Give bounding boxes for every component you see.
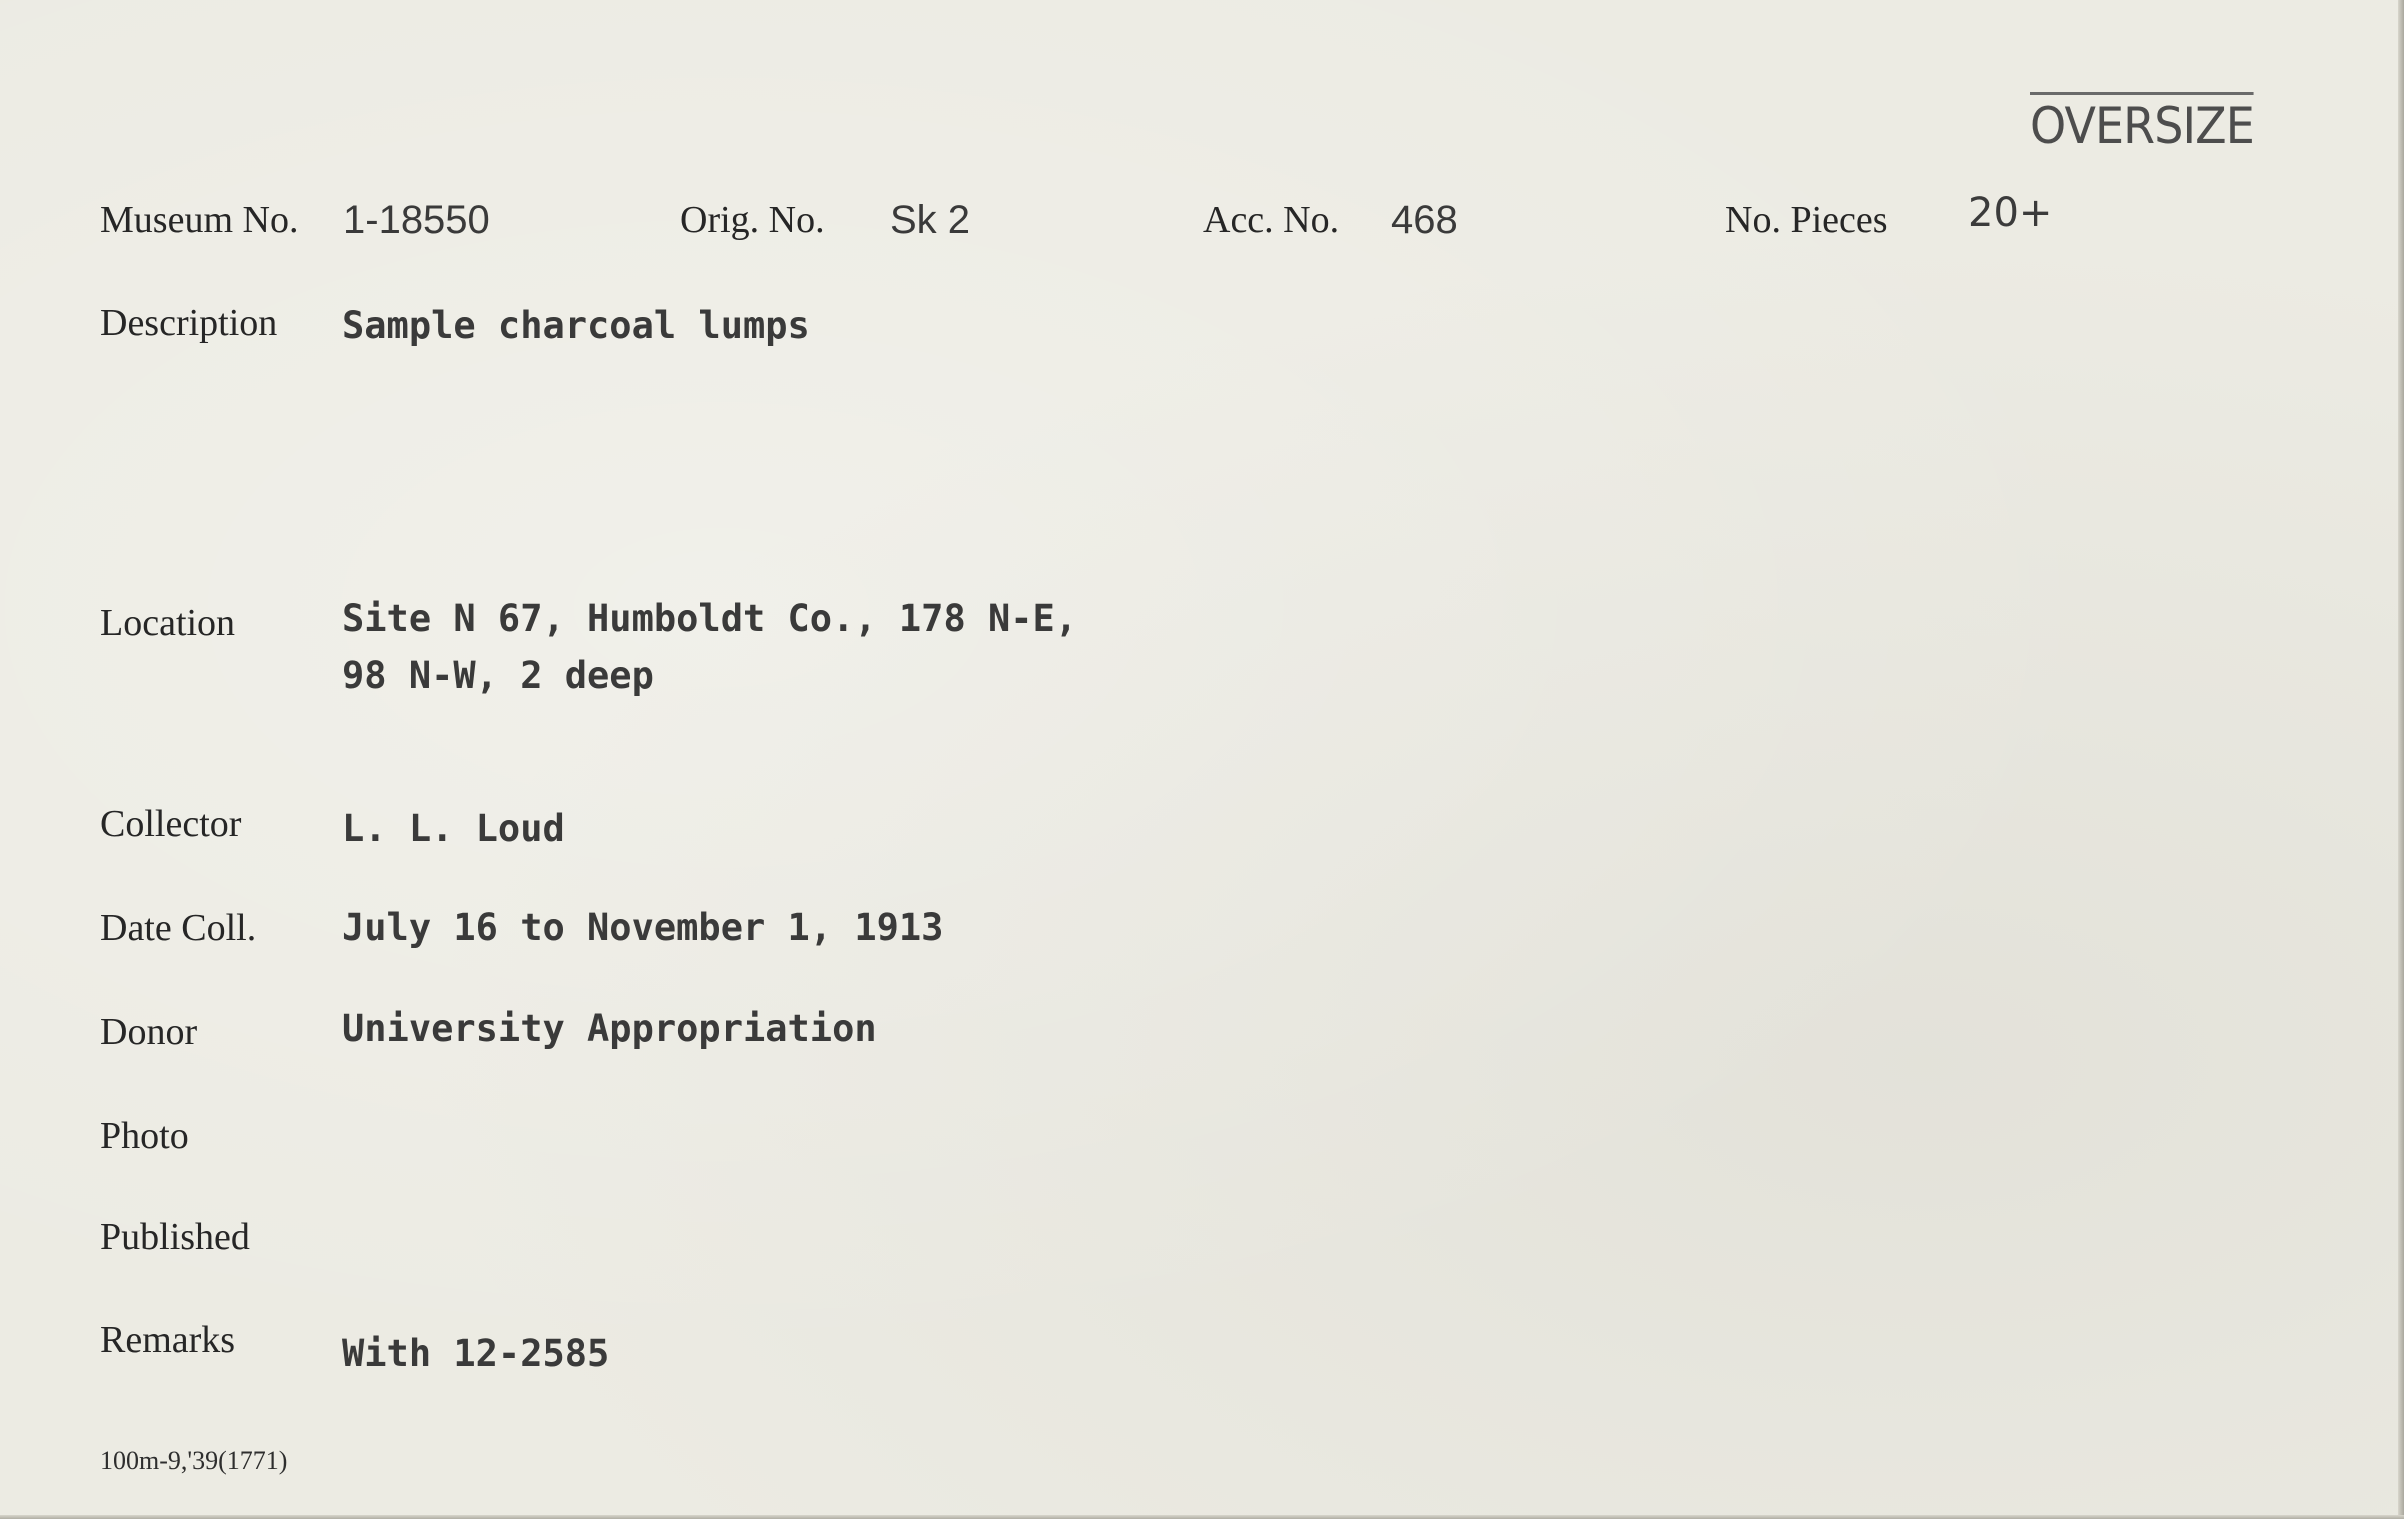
description-value: Sample charcoal lumps [342,304,810,347]
date-coll-label: Date Coll. [100,907,257,949]
oversize-stamp: OVERSIZE [2030,92,2254,155]
card-edge-right [2398,0,2404,1519]
collector-label: Collector [100,803,242,845]
acc-no-label: Acc. No. [1203,199,1340,241]
donor-value: University Appropriation [342,1007,877,1050]
card-edge-bottom [0,1515,2404,1519]
print-code: 100m-9,'39(1771) [100,1446,288,1475]
orig-no-value: Sk 2 [890,198,971,242]
description-label: Description [100,302,278,344]
acc-no-value: 468 [1391,198,1458,242]
pieces-value: 20+ [1968,190,2053,236]
photo-label: Photo [100,1115,189,1157]
location-line-2: 98 N-W, 2 deep [342,654,654,697]
remarks-label: Remarks [100,1319,236,1361]
published-label: Published [100,1216,250,1258]
remarks-value: With 12-2585 [342,1332,610,1375]
museum-no-value: 1-18550 [343,198,490,242]
location-label: Location [100,602,236,644]
pieces-label: No. Pieces [1725,199,1888,241]
donor-label: Donor [100,1011,198,1053]
collector-value: L. L. Loud [342,807,565,850]
location-line-1: Site N 67, Humboldt Co., 178 N-E, [342,597,1078,640]
museum-no-label: Museum No. [100,199,299,241]
orig-no-label: Orig. No. [680,199,825,241]
date-coll-value: July 16 to November 1, 1913 [342,906,944,949]
